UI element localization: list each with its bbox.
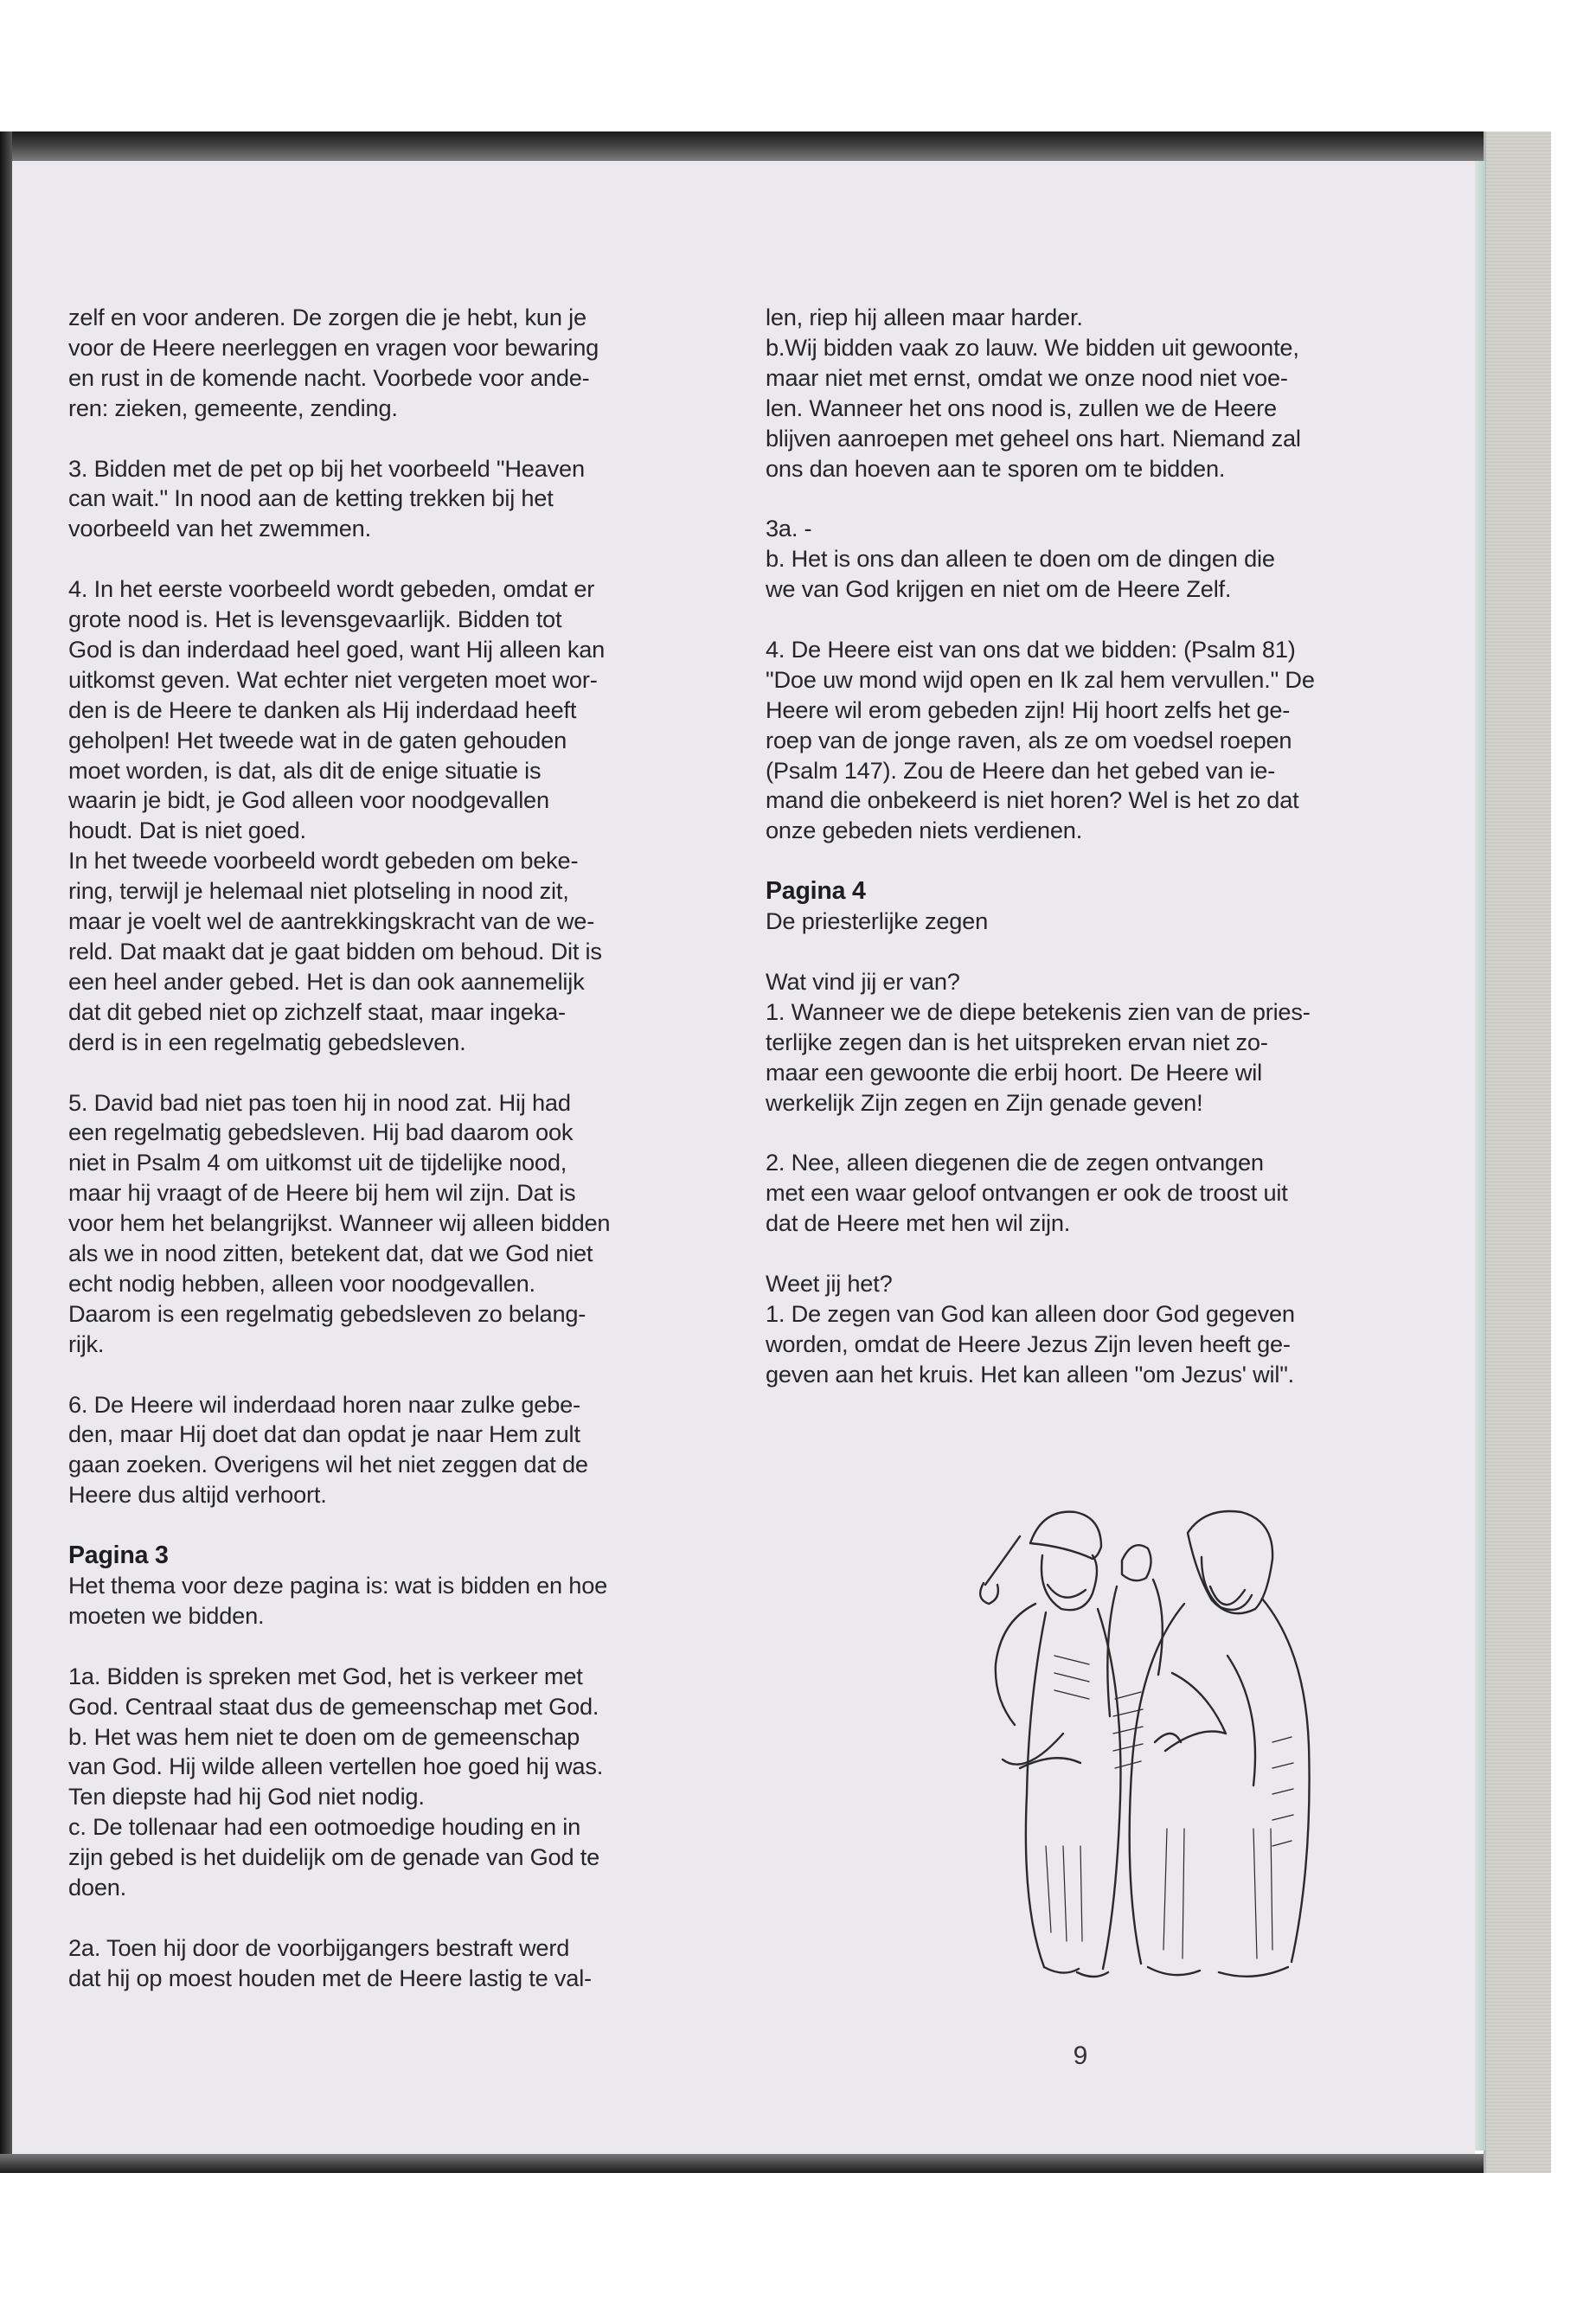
right-figure-face bbox=[1202, 1557, 1252, 1610]
back-figure-head bbox=[1122, 1545, 1151, 1580]
left-column bbox=[68, 303, 700, 1994]
paragraph: 3. Bidden met de pet op bij het voorbeeld "Heaven can wait." In nood aan de ketting trekken bij het voorbeeld van het zwemmen. bbox=[68, 454, 585, 542]
paragraph: 2a. Toen hij door de voorbijgangers bestraft werd dat hij op moest houden met de Heere lastig te val- bbox=[68, 1933, 592, 1991]
paragraph: 4. De Heere eist van ons dat we bidden: (Psalm 81) "Doe uw mond wijd open en Ik zal hem vervullen." De Heere wil erom gebeden zijn! Hij hoort zelfs het ge- roep van de jonge raven, als ze om voedsel roepen (Psalm 147). Zou de Heere dan het gebed van ie- mand die onbekeerd is niet horen? Wel is het zo dat onze gebeden niets verdienen. bbox=[766, 635, 1315, 844]
paragraph: 4. In het eerste voorbeeld wordt gebeden, omdat er grote nood is. Het is levensgevaarlijk. Bidden tot God is dan inderdaad heel goed, want Hij alleen kan uitkomst geven. Wat echter niet vergeten moet wor- den is de Heere te danken als Hij inderdaad heeft geholpen! Het tweede wat in de gaten gehouden moet worden, is dat, als dit de enige situatie is waarin je bidt, je God alleen voor noodgevallen houdt. Dat is niet goed. bbox=[68, 575, 606, 844]
right-figure-cloak bbox=[1130, 1604, 1184, 1964]
paragraph: 6. De Heere wil inderdaad horen naar zulke gebe- den, maar Hij doet dat dan opdat je naar Hem zult gaan zoeken. Overigens wil het niet zeggen dat de Heere dus altijd verhoort. bbox=[68, 1390, 588, 1509]
paragraph: 1a. Bidden is spreken met God, het is verkeer met God. Centraal staat dus de gemeenschap met God. b. Het was hem niet te doen om de gemeenschap van God. Hij wilde alleen vertellen hoe goed hij was. Ten diepste had hij God niet nodig. c. De tollenaar had een ootmoedige houding en in zijn gebed is het duidelijk om de genade van God te doen. bbox=[68, 1662, 604, 1901]
right-column bbox=[766, 303, 1406, 1390]
left-figure-face bbox=[1042, 1555, 1097, 1610]
section-heading: Pagina 4 bbox=[766, 877, 866, 906]
scan-top-edge bbox=[0, 131, 1548, 161]
paragraph: 3a. - b. Het is ons dan alleen te doen om de dingen die we van God krijgen en niet om de Heere Zelf. bbox=[766, 515, 1275, 603]
page-number: 9 bbox=[1073, 2041, 1088, 2070]
biblical-figures-illustration bbox=[968, 1483, 1340, 1998]
book-binding bbox=[1484, 131, 1551, 2173]
paragraph: In het tweede voorbeeld wordt gebeden om beke- ring, terwijl je helemaal niet plotseling in nood zit, maar je voelt wel de aantrekkingskracht van de we- reld. Dat maakt dat je gaat bidden om behoud. Dit is een heel ander gebed. Het is dan ook aannemelijk dat dit gebed niet op zichzelf staat, maar ingeka- derd is in een regelmatig gebedsleven. bbox=[68, 847, 602, 1055]
paragraph: zelf en voor anderen. De zorgen die je hebt, kun je voor de Heere neerleggen en vragen voor bewaring en rust in de komende nacht. Voorbede voor ande- ren: zieken, gemeente, zending. bbox=[68, 304, 599, 421]
page-edge bbox=[1475, 161, 1485, 2150]
book-page bbox=[12, 161, 1475, 2154]
paragraph: 2. Nee, alleen diegenen die de zegen ontvangen met een waar geloof ontvangen er ook de troost uit dat de Heere met hen wil zijn. bbox=[766, 1149, 1288, 1237]
scan-bottom-edge bbox=[0, 2154, 1548, 2173]
left-figure-turban bbox=[1030, 1512, 1101, 1559]
paragraph: Wat vind jij er van? 1. Wanneer we de diepe betekenis zien van de pries- terlijke zegen dan is het uitspreken ervan niet zo- maar een gewoonte die erbij hoort. De Heere wil werkelijk Zijn zegen en Zijn genade geven! bbox=[766, 967, 1311, 1116]
left-figure-arm bbox=[996, 1604, 1035, 1725]
left-figure-robe bbox=[1026, 1612, 1046, 1967]
scan-left-edge bbox=[0, 131, 12, 2169]
paragraph: Het thema voor deze pagina is: wat is bidden en hoe moeten we bidden. bbox=[68, 1571, 608, 1629]
right-figure-headcloth bbox=[1188, 1511, 1272, 1613]
paragraph: 5. David bad niet pas toen hij in nood zat. Hij had een regelmatig gebedsleven. Hij bad daarom ook niet in Psalm 4 om uitkomst uit de tijdelijke nood, maar hij vraagt of de Heere bij hem wil zijn. Dat is voor hem het belangrijkst. Wanneer wij alleen bidden als we in nood zitten, betekent dat, dat we God niet echt nodig hebben, alleen voor noodgevallen. Daarom is een regelmatig gebedsleven zo belang- rijk. bbox=[68, 1088, 611, 1357]
paragraph: len, riep hij alleen maar harder. b.Wij bidden vaak zo lauw. We bidden uit gewoonte, maar niet met ernst, omdat we onze nood niet voe- len. Wanneer het ons nood is, zullen we de Heere blijven aanroepen met geheel ons hart. Niemand zal ons dan hoeven aan te sporen om te bidden. bbox=[766, 304, 1301, 482]
paragraph: Weet jij het? 1. De zegen van God kan alleen door God gegeven worden, omdat de Heere Jezus Zijn leven heeft ge- geven aan het kruis. Het kan alleen "om Jezus' wil". bbox=[766, 1269, 1295, 1388]
paragraph: De priesterlijke zegen bbox=[766, 907, 989, 935]
section-heading: Pagina 3 bbox=[68, 1541, 169, 1570]
